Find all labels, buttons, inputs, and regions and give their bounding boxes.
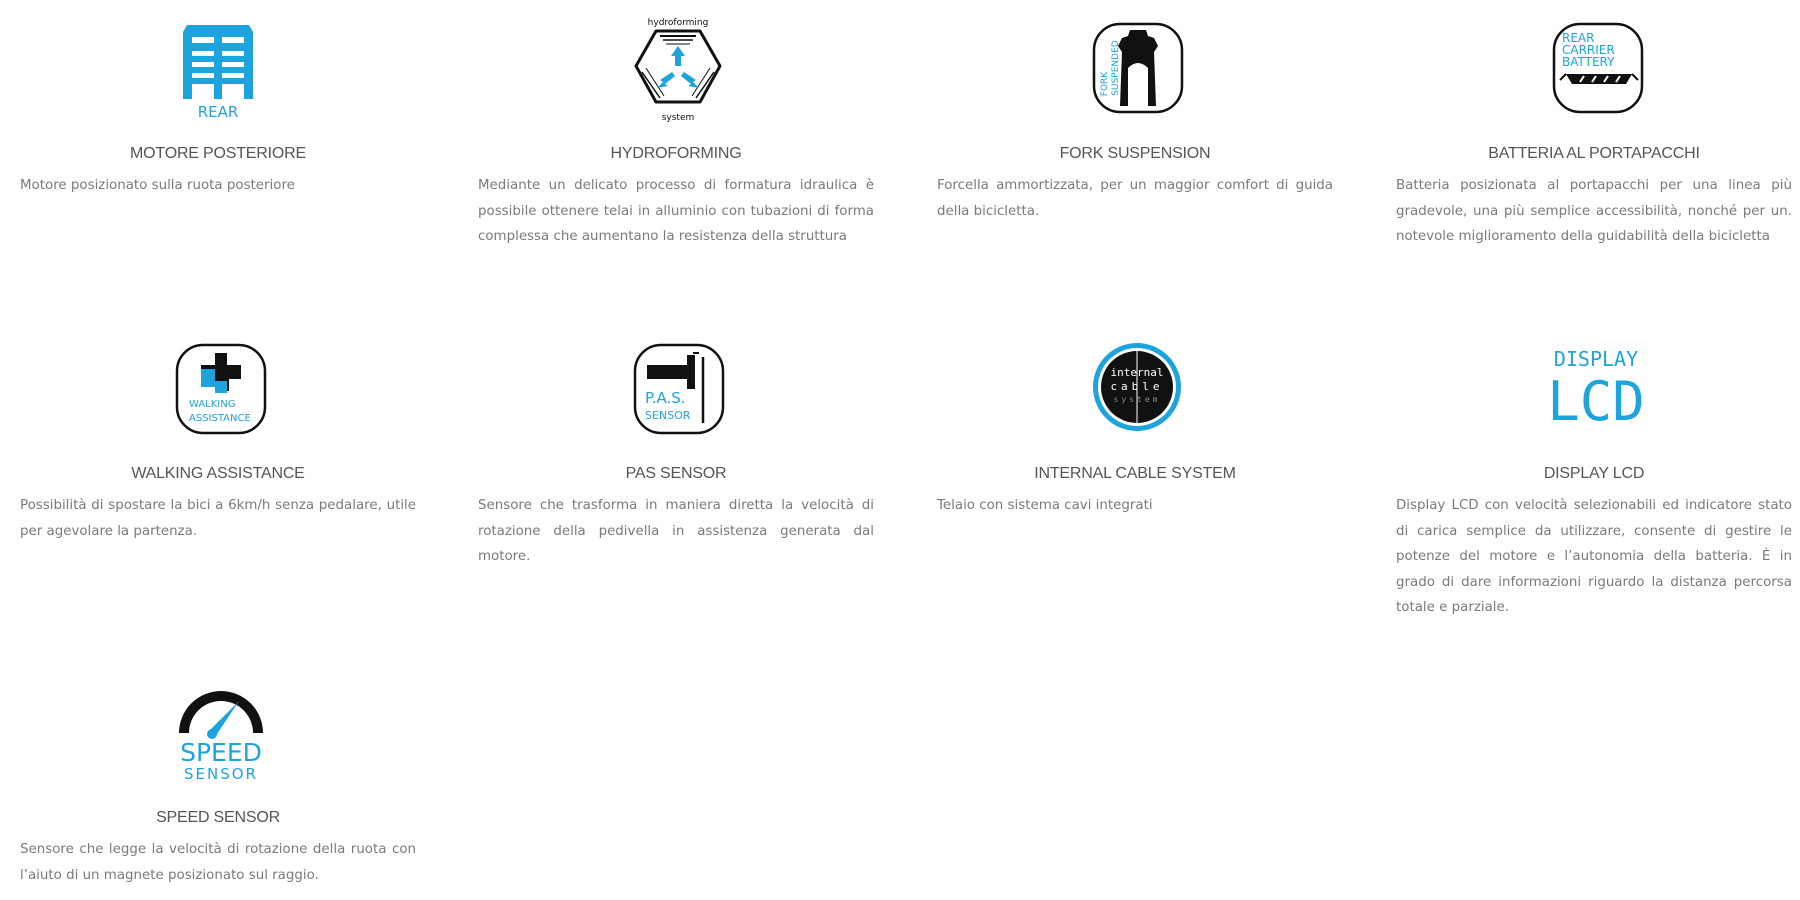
feature-title: HYDROFORMING [610, 145, 742, 162]
fork-text-1: FORK [1100, 71, 1110, 97]
feature-description: Forcella ammortizzata, per un maggior comfort di guida della bicicletta. [937, 178, 1333, 219]
feature-description: Sensore che trasforma in maniera diretta la velocità di rotazione della pedivella in assistenza generata dal motore. [478, 498, 874, 564]
feature-speed-sensor [20, 0, 416, 900]
feature-title: MOTORE POSTERIORE [130, 145, 306, 162]
feature-description: Sensore che legge la velocità di rotazione della ruota con l’aiuto di un magnete posizionato sul raggio. [20, 842, 416, 883]
cable-text-3: system [1113, 395, 1161, 404]
speed-text-2: SENSOR [184, 765, 258, 783]
battery-text-3: BATTERY [1562, 55, 1615, 69]
feature-description: Motore posizionato sulla ruota posteriore [20, 178, 295, 193]
feature-title: WALKING ASSISTANCE [131, 465, 305, 482]
pas-text-2: SENSOR [645, 409, 691, 422]
display-lcd-icon [1548, 346, 1644, 426]
feature-title: SPEED SENSOR [156, 809, 280, 826]
lcd-text-2: LCD [1548, 370, 1644, 426]
feature-description: Display LCD con velocità selezionabili ed indicatore stato di carica semplice da utilizzare, consente di gestire le potenze del motore e l’autonomia della batteria. È in grado di dare informazioni riguardo la distanza percorsa totale e parziale. [1396, 498, 1792, 615]
speed-sensor-icon [173, 687, 269, 783]
feature-internal-cable-system [937, 0, 1333, 560]
hydroforming-text-bottom: system [661, 113, 695, 123]
feature-description: Possibilità di spostare la bici a 6km/h senza pedalare, utile per agevolare la partenza. [20, 498, 416, 539]
feature-pas-sensor [478, 0, 874, 564]
rear-icon-text: REAR [197, 103, 239, 120]
feature-title: INTERNAL CABLE SYSTEM [1034, 465, 1236, 482]
pas-text-1: P.A.S. [645, 389, 686, 407]
feature-title: BATTERIA AL PORTAPACCHI [1488, 145, 1700, 162]
feature-description: Batteria posizionata al portapacchi per una linea più gradevole, una più semplice accessibilità, nonché per un. notevole miglioramento della guidabilità della bicicletta [1396, 178, 1792, 244]
walking-text-2: ASSISTANCE [189, 413, 251, 424]
battery-text-1: REAR [1562, 31, 1595, 45]
pas-sensor-icon [633, 343, 725, 435]
battery-text-2: CARRIER [1562, 43, 1615, 57]
fork-text-2: SUSPENDED [1111, 40, 1121, 96]
cable-text-1: internal [1110, 366, 1164, 379]
walking-text-1: WALKING [189, 399, 236, 410]
hydroforming-text-top: hydroforming [647, 18, 709, 28]
feature-title: FORK SUSPENSION [1059, 145, 1211, 162]
feature-title: DISPLAY LCD [1543, 465, 1645, 482]
speed-text-1: SPEED [180, 738, 262, 767]
feature-display-lcd [1396, 0, 1792, 615]
lcd-text-1: DISPLAY [1553, 347, 1639, 371]
cable-text-2: cable [1110, 380, 1164, 393]
feature-description: Telaio con sistema cavi integrati [937, 498, 1153, 513]
feature-description: Mediante un delicato processo di formatura idraulica è possibile ottenere telai in alluminio con tubazioni di forma complessa che aumentano la resistenza della struttura [478, 178, 874, 244]
feature-title: PAS SENSOR [625, 465, 727, 482]
internal-cable-system-icon [1090, 340, 1184, 434]
